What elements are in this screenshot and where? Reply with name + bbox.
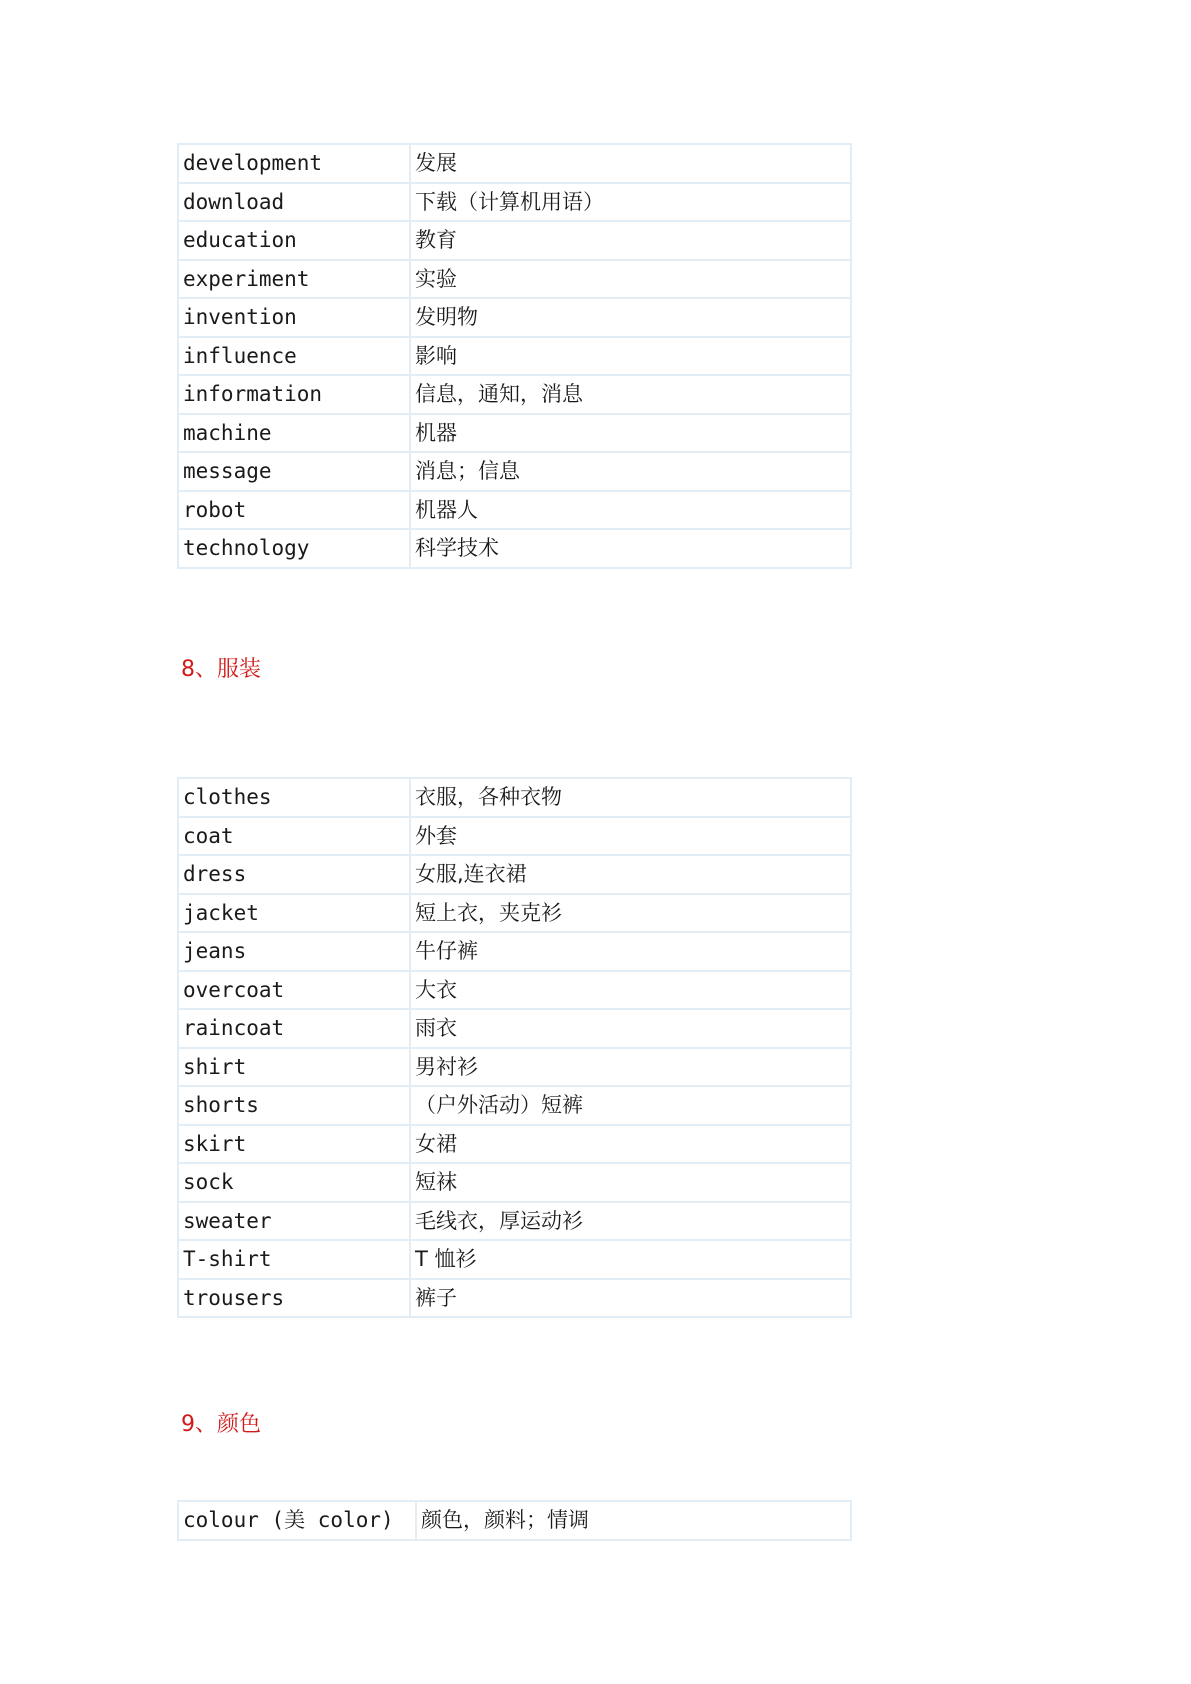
table-row — [178, 1163, 851, 1202]
table-row — [178, 414, 851, 453]
chinese-meaning: 机器 — [410, 414, 851, 453]
chinese-meaning: （户外活动）短裤 — [410, 1086, 851, 1125]
english-word: information — [178, 375, 410, 414]
english-word: dress — [178, 855, 410, 894]
vocab-table-clothing — [177, 777, 852, 1318]
vocab-table-body — [178, 778, 851, 1317]
table-row — [178, 491, 851, 530]
english-word: sock — [178, 1163, 410, 1202]
table-row — [178, 817, 851, 856]
chinese-meaning: 科学技术 — [410, 529, 851, 568]
chinese-meaning: 短袜 — [410, 1163, 851, 1202]
english-word: education — [178, 221, 410, 260]
table-row — [178, 1086, 851, 1125]
section-heading-color: 9、颜色 — [181, 1412, 261, 1437]
english-word: coat — [178, 817, 410, 856]
english-word: shirt — [178, 1048, 410, 1087]
chinese-meaning: 消息；信息 — [410, 452, 851, 491]
english-word: influence — [178, 337, 410, 376]
chinese-meaning: 发展 — [410, 144, 851, 183]
english-word: sweater — [178, 1202, 410, 1241]
english-word: robot — [178, 491, 410, 530]
vocab-table-body — [178, 144, 851, 568]
chinese-meaning: 机器人 — [410, 491, 851, 530]
chinese-meaning: 女服,连衣裙 — [410, 855, 851, 894]
chinese-meaning: 男衬衫 — [410, 1048, 851, 1087]
chinese-meaning: 女裙 — [410, 1125, 851, 1164]
english-word: raincoat — [178, 1009, 410, 1048]
table-row — [178, 1125, 851, 1164]
table-row — [178, 1009, 851, 1048]
table-row — [178, 1279, 851, 1318]
english-word: skirt — [178, 1125, 410, 1164]
table-row — [178, 932, 851, 971]
table-row — [178, 894, 851, 933]
english-word: experiment — [178, 260, 410, 299]
table-row — [178, 855, 851, 894]
vocab-table-body — [178, 1501, 851, 1540]
english-word: clothes — [178, 778, 410, 817]
table-row — [178, 1202, 851, 1241]
table-row — [178, 183, 851, 222]
chinese-meaning: 毛线衣，厚运动衫 — [410, 1202, 851, 1241]
english-word: shorts — [178, 1086, 410, 1125]
chinese-meaning: 雨衣 — [410, 1009, 851, 1048]
table-row — [178, 144, 851, 183]
chinese-meaning: 外套 — [410, 817, 851, 856]
english-word: T-shirt — [178, 1240, 410, 1279]
chinese-meaning: 信息，通知，消息 — [410, 375, 851, 414]
english-word: machine — [178, 414, 410, 453]
table-row — [178, 971, 851, 1010]
table-row — [178, 298, 851, 337]
vocab-table-technology — [177, 143, 852, 569]
chinese-meaning: 短上衣，夹克衫 — [410, 894, 851, 933]
table-row — [178, 778, 851, 817]
chinese-meaning: 颜色，颜料；情调 — [416, 1501, 851, 1540]
english-word: invention — [178, 298, 410, 337]
chinese-meaning: 衣服，各种衣物 — [410, 778, 851, 817]
english-word: trousers — [178, 1279, 410, 1318]
chinese-meaning: 发明物 — [410, 298, 851, 337]
table-row — [178, 529, 851, 568]
chinese-meaning: T 恤衫 — [410, 1240, 851, 1279]
english-word: colour (美 color) — [178, 1501, 416, 1540]
chinese-meaning: 下载（计算机用语） — [410, 183, 851, 222]
table-row — [178, 452, 851, 491]
section-heading-clothing: 8、服装 — [181, 657, 261, 682]
table-row — [178, 1501, 851, 1540]
english-word: jacket — [178, 894, 410, 933]
english-word: technology — [178, 529, 410, 568]
chinese-meaning: 影响 — [410, 337, 851, 376]
table-row — [178, 1240, 851, 1279]
vocab-table-color — [177, 1500, 852, 1541]
english-word: development — [178, 144, 410, 183]
table-row — [178, 1048, 851, 1087]
chinese-meaning: 牛仔裤 — [410, 932, 851, 971]
table-row — [178, 337, 851, 376]
chinese-meaning: 教育 — [410, 221, 851, 260]
chinese-meaning: 裤子 — [410, 1279, 851, 1318]
english-word: download — [178, 183, 410, 222]
english-word: message — [178, 452, 410, 491]
english-word: jeans — [178, 932, 410, 971]
table-row — [178, 221, 851, 260]
table-row — [178, 375, 851, 414]
chinese-meaning: 实验 — [410, 260, 851, 299]
table-row — [178, 260, 851, 299]
english-word: overcoat — [178, 971, 410, 1010]
chinese-meaning: 大衣 — [410, 971, 851, 1010]
